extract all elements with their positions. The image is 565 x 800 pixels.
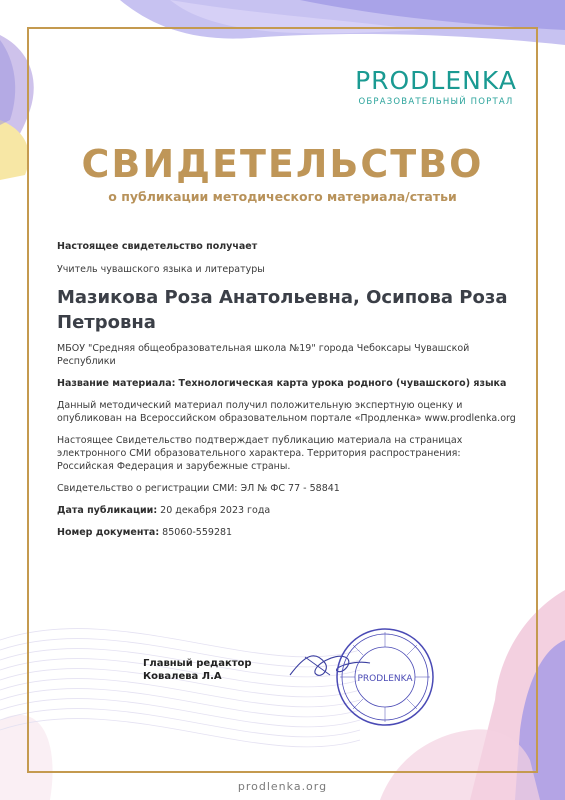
- recipient-name-line2: Петровна: [57, 312, 156, 333]
- logo-name: PRODLENKA: [355, 66, 517, 95]
- recipient-heading: Настоящее свидетельство получает: [57, 241, 258, 252]
- certificate-subtitle: о публикации методического материала/статьи: [108, 189, 457, 204]
- recipient-name-line1: Мазикова Роза Анатольевна, Осипова Роза: [57, 287, 508, 308]
- footer-website: prodlenka.org: [237, 780, 328, 793]
- date-value: 20 декабря 2023 года: [160, 505, 271, 516]
- doc-value: 85060-559281: [162, 527, 233, 538]
- recipient-position: Учитель чувашского языка и литературы: [57, 264, 265, 275]
- certificate-title: СВИДЕТЕЛЬСТВО: [81, 142, 484, 186]
- prodlenka-logo: [350, 66, 522, 107]
- date-label: Дата публикации:: [57, 505, 158, 516]
- school-name: МБОУ "Средняя общеобразовательная школа №19" города Чебоксары Чувашской Республики: [57, 343, 470, 367]
- material-label: Название материала:: [57, 378, 176, 389]
- registration-text: Свидетельство о регистрации СМИ: ЭЛ № ФС 77 - 58841: [57, 483, 340, 494]
- confirmation-text: Настоящее Свидетельство подтверждает публикацию материала на страницах электронного СМИ образовательного характера. Территория распространения: Российская Федерация и зарубежные страны.: [57, 435, 463, 472]
- seal-text: PRODLENKA: [357, 674, 413, 684]
- certificate-body: [57, 240, 517, 539]
- evaluation-text: Данный методический материал получил положительную экспертную оценку и опубликован на Всероссийском образовательном портале «Продленка» www.prodlenka.org: [57, 400, 516, 424]
- logo-subtitle: ОБРАЗОВАТЕЛЬНЫЙ ПОРТАЛ: [358, 97, 514, 107]
- document-number: [57, 526, 517, 539]
- signature-block: [143, 657, 252, 683]
- material-line: [57, 377, 517, 390]
- publication-date: [57, 504, 517, 517]
- signer-title: Главный редактор: [143, 658, 252, 669]
- doc-label: Номер документа:: [57, 527, 160, 538]
- signer-name: Ковалева Л.А: [143, 671, 222, 682]
- material-value: Технологическая карта урока родного (чувашского) языка: [178, 378, 507, 389]
- official-seal: [335, 627, 435, 727]
